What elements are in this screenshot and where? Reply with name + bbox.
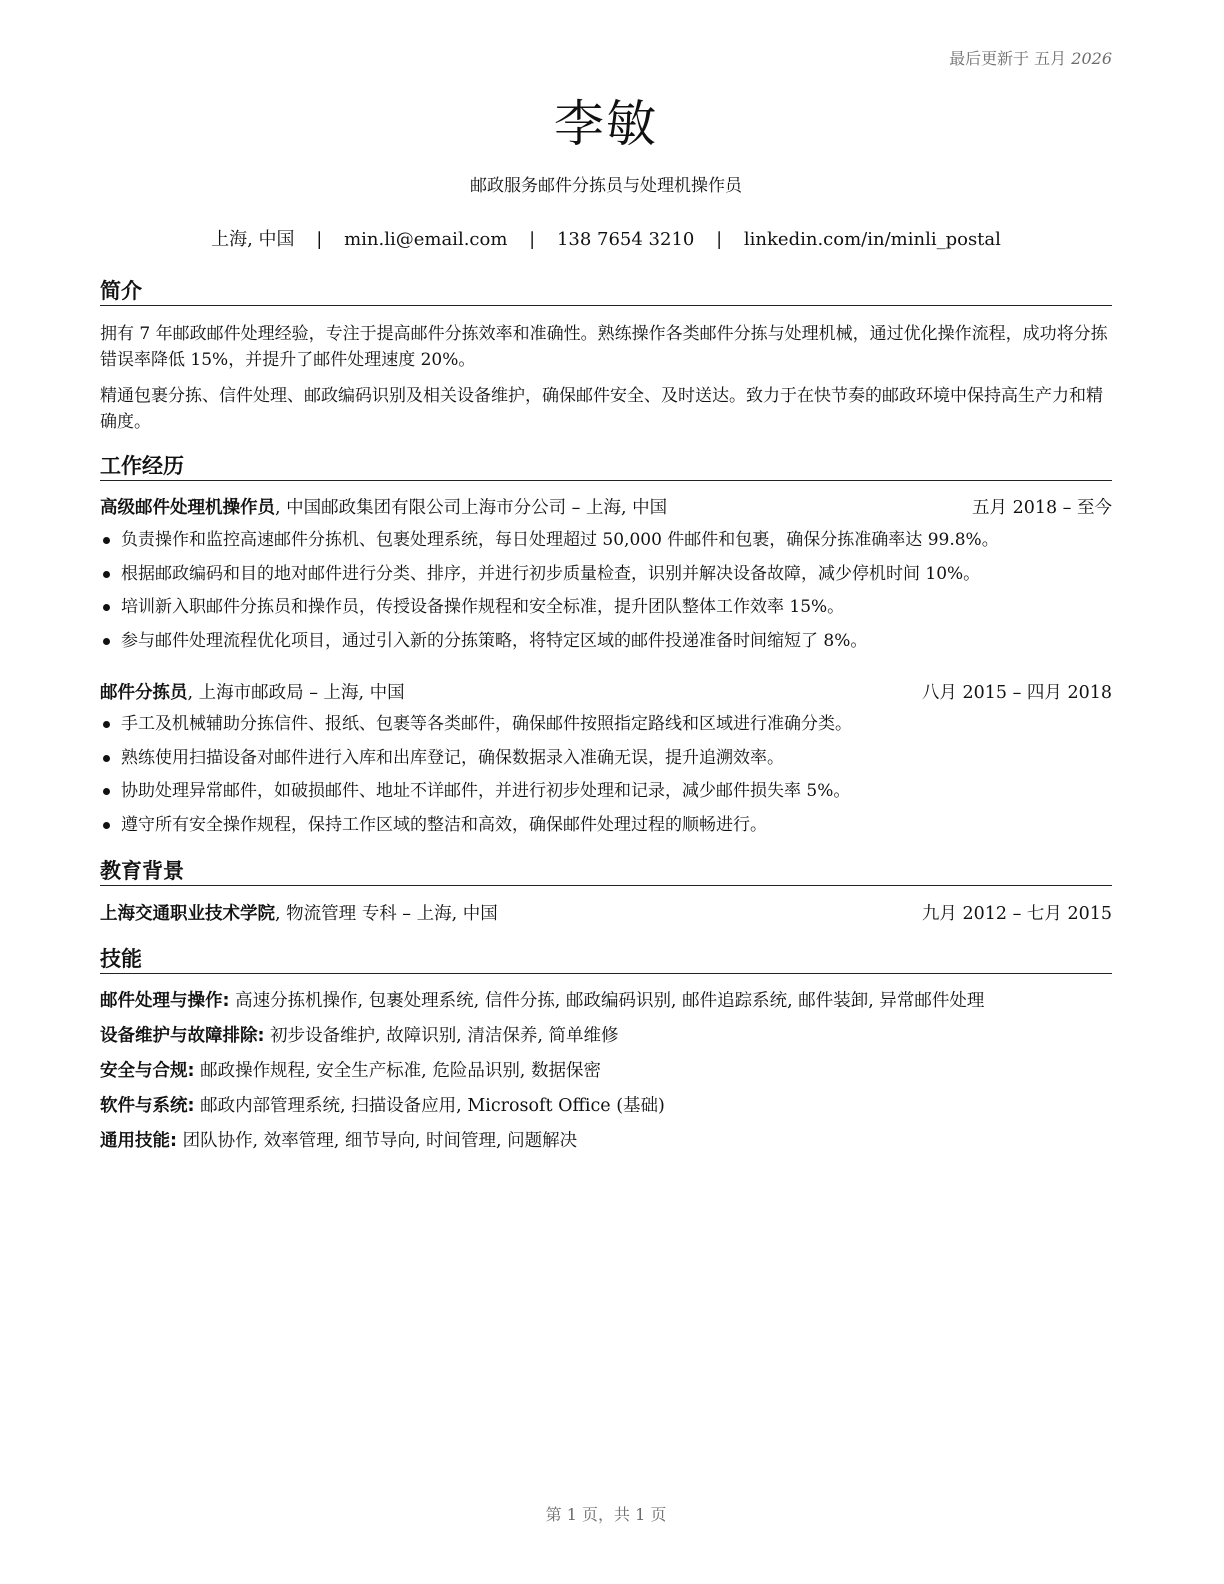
education-date: 九月 2012 – 七月 2015 (921, 904, 1112, 924)
section-title-skills: 技能 (100, 945, 1112, 974)
job-role: 邮件分拣员 (100, 683, 188, 703)
section-title-summary: 简介 (100, 277, 1112, 306)
skill-category: 通用技能: (100, 1131, 177, 1151)
skill-category: 软件与系统: (100, 1096, 195, 1116)
job-date: 八月 2015 – 四月 2018 (921, 683, 1112, 703)
page-number: 第 1 页，共 1 页 (545, 1505, 667, 1524)
job-org: , 中国邮政集团有限公司上海市分公司 – 上海, 中国 (275, 498, 668, 518)
last-updated (949, 46, 1112, 69)
skill-values: 初步设备维护, 故障识别, 清洁保养, 简单维修 (264, 1026, 619, 1046)
list-item: 手工及机械辅助分拣信件、报纸、包裹等各类邮件，确保邮件按照指定路线和区域进行准确分类。 (100, 711, 1122, 745)
last-updated-label: 最后更新于 五月 (949, 49, 1067, 68)
list-item: 负责操作和监控高速邮件分拣机、包裹处理系统，每日处理超过 50,000 件邮件和包裹，确保分拣准确率达 99.8%。 (100, 527, 1122, 561)
job-header (100, 680, 1112, 706)
contact-separator: | (716, 229, 723, 250)
section-title-education: 教育背景 (100, 857, 1112, 886)
skill-row (100, 988, 1112, 1014)
skill-category: 邮件处理与操作: (100, 991, 230, 1011)
job-bullets (100, 711, 1122, 845)
education-entry (100, 901, 1112, 927)
list-item: 遵守所有安全操作规程，保持工作区域的整洁和高效，确保邮件处理过程的顺畅进行。 (100, 812, 1122, 846)
list-item: 培训新入职邮件分拣员和操作员，传授设备操作规程和安全标准，提升团队整体工作效率 15%。 (100, 594, 1122, 628)
job-org: , 上海市邮政局 – 上海, 中国 (187, 683, 405, 703)
job-date: 五月 2018 – 至今 (972, 498, 1112, 518)
contact-location: 上海, 中国 (211, 229, 295, 250)
skill-category: 设备维护与故障排除: (100, 1026, 265, 1046)
list-item: 熟练使用扫描设备对邮件进行入库和出库登记，确保数据录入准确无误，提升追溯效率。 (100, 745, 1122, 779)
skill-category: 安全与合规: (100, 1061, 195, 1081)
contact-phone: 138 7654 3210 (556, 229, 695, 250)
contact-separator: | (316, 229, 323, 250)
skill-values: 邮政内部管理系统, 扫描设备应用, Microsoft Office (基础) (194, 1096, 665, 1116)
skill-values: 高速分拣机操作, 包裹处理系统, 信件分拣, 邮政编码识别, 邮件追踪系统, 邮件装卸, 异常邮件处理 (229, 991, 985, 1011)
school-name: 上海交通职业技术学院 (100, 904, 275, 924)
skill-row (100, 1093, 1112, 1119)
job-header (100, 495, 1112, 521)
skill-row (100, 1128, 1112, 1154)
last-updated-year: 2026 (1071, 49, 1112, 68)
skill-values: 团队协作, 效率管理, 细节导向, 时间管理, 问题解决 (177, 1131, 578, 1151)
candidate-name: 李敏 (554, 95, 658, 153)
contact-separator: | (529, 229, 536, 250)
job-bullets (100, 527, 1122, 661)
skill-row (100, 1023, 1112, 1049)
summary-paragraph: 拥有 7 年邮政邮件处理经验，专注于提高邮件分拣效率和准确性。熟练操作各类邮件分拣与处理机械，通过优化操作流程，成功将分拣错误率降低 15%，并提升了邮件处理速度 20%。 (100, 324, 1108, 370)
list-item: 协助处理异常邮件，如破损邮件、地址不详邮件，并进行初步处理和记录，减少邮件损失率 5%。 (100, 778, 1122, 812)
job-role: 高级邮件处理机操作员 (100, 498, 275, 518)
education-detail: , 物流管理 专科 – 上海, 中国 (275, 904, 498, 924)
list-item: 根据邮政编码和目的地对邮件进行分类、排序，并进行初步质量检查，识别并解决设备故障，减少停机时间 10%。 (100, 561, 1122, 595)
contact-line (100, 225, 1112, 251)
list-item: 参与邮件处理流程优化项目，通过引入新的分拣策略，将特定区域的邮件投递准备时间缩短了 8%。 (100, 628, 1122, 662)
section-title-experience: 工作经历 (100, 452, 1112, 481)
contact-linkedin[interactable]: linkedin.com/in/minli_postal (743, 229, 1001, 250)
resume-page (100, 0, 1112, 1584)
contact-email[interactable]: min.li@email.com (344, 229, 508, 250)
skill-values: 邮政操作规程, 安全生产标准, 危险品识别, 数据保密 (194, 1061, 601, 1081)
skill-row (100, 1058, 1112, 1084)
job-title: 邮政服务邮件分拣员与处理机操作员 (470, 176, 742, 196)
summary-paragraph: 精通包裹分拣、信件处理、邮政编码识别及相关设备维护，确保邮件安全、及时送达。致力于在快节奏的邮政环境中保持高生产力和精确度。 (100, 386, 1103, 432)
